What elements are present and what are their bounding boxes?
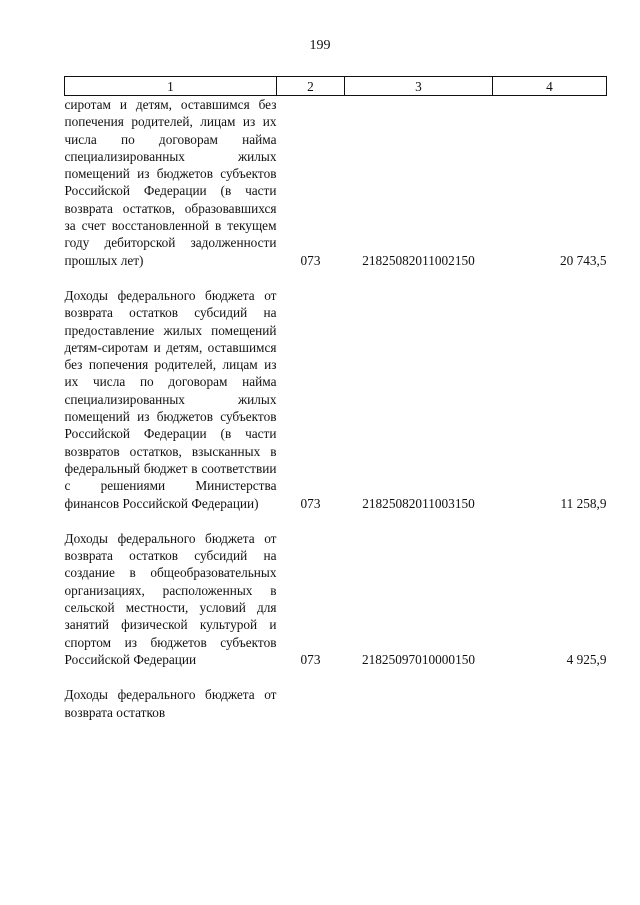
row-admin-code: 073 — [300, 495, 321, 511]
row-description: сиротам и детям, оставшимся без попечения родителей, лицам из их числа по договорам найма специализированных жилых помещений из бюджетов субъектов Российской Федерации (в части возврата остатков, образовавшихся за счет восстановленной в текущем году дебиторской задолженности прошлых лет) — [64, 97, 277, 268]
row-admin-code: 073 — [300, 252, 321, 268]
row-admin-code: 073 — [300, 651, 321, 667]
row-amount — [493, 668, 607, 721]
row-kbk-code — [345, 668, 493, 721]
row-description: Доходы федерального бюджета от возврата остатков субсидий на предоставление жилых помещений детям-сиротам и детям, оставшимся без попечения родителей, лицам из их числа по договорам найма специализированных жилых помещений из бюджетов субъектов Российской Федерации (в части возвратов остатков, взысканных в федеральный бюджет в соответствии с решениями Министерства финансов Российской Федерации) — [64, 287, 277, 511]
budget-table — [64, 76, 607, 721]
column-header-4: 4 — [493, 77, 607, 96]
row-admin-code — [277, 668, 345, 721]
page-number: 199 — [309, 38, 331, 53]
column-header-1: 1 — [65, 77, 277, 96]
table-row — [65, 96, 607, 269]
row-description: Доходы федерального бюджета от возврата остатков субсидий на создание в общеобразовательных организациях, расположенных в сельской местности, условий для занятий физической культурой и спортом из бюджетов субъектов Российской Федерации — [64, 530, 277, 667]
row-amount: 11 258,9 — [560, 495, 607, 511]
column-header-3: 3 — [345, 77, 493, 96]
row-description: Доходы федерального бюджета от возврата остатков — [64, 687, 277, 720]
table-row — [65, 512, 607, 668]
header-row — [65, 77, 607, 96]
row-kbk-code: 21825097010000150 — [361, 651, 476, 667]
row-amount: 20 743,5 — [559, 252, 607, 268]
table-row — [65, 269, 607, 512]
table-row — [65, 668, 607, 721]
row-amount: 4 925,9 — [566, 651, 607, 667]
row-kbk-code: 21825082011002150 — [362, 252, 475, 268]
row-kbk-code: 21825082011003150 — [362, 495, 475, 511]
column-header-2: 2 — [277, 77, 345, 96]
